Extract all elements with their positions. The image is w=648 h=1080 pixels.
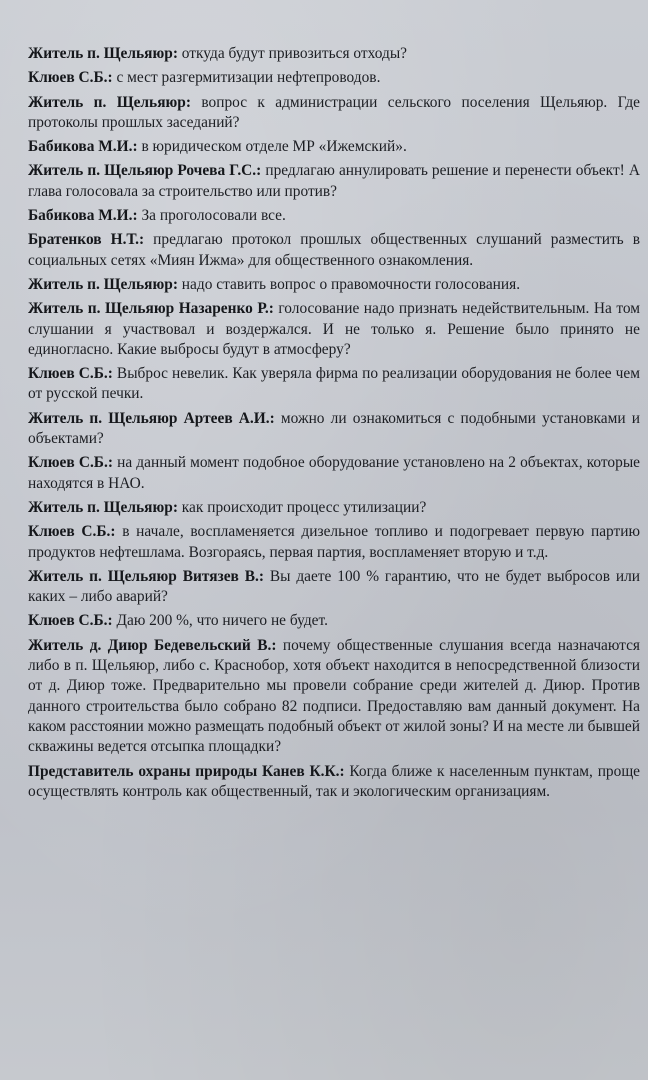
speaker-name: Представитель охраны природы Канев К.К.: <box>28 762 345 780</box>
speaker-name: Клюев С.Б.: <box>28 69 113 87</box>
speech-text: на данный момент подобное оборудование установлено на 2 объектах, которые находятся в НАО. <box>28 454 640 492</box>
transcript-body <box>28 44 640 806</box>
transcript-paragraph <box>28 498 640 518</box>
speaker-name: Бабикова М.И.: <box>28 138 138 156</box>
speech-text: откуда будут привозиться отходы? <box>177 45 408 62</box>
speech-text: можно ли ознакомиться с подобными установками и объектами? <box>28 409 640 448</box>
transcript-paragraph <box>28 275 640 295</box>
speaker-name: Житель п. Щельяюр: <box>28 45 178 62</box>
transcript-paragraph <box>28 137 640 157</box>
transcript-paragraph <box>28 522 640 563</box>
transcript-paragraph <box>28 68 640 88</box>
speaker-name: Житель д. Диюр Бедевельский В.: <box>28 636 277 654</box>
transcript-paragraph <box>28 161 640 202</box>
transcript-paragraph <box>28 93 640 134</box>
speaker-name: Бабикова М.И.: <box>28 207 138 225</box>
speaker-name: Житель п. Щельяюр Артеев А.И.: <box>28 409 275 427</box>
speaker-name: Житель п. Щельяюр: <box>28 93 191 111</box>
speaker-name: Житель п. Щельяюр Витязев В.: <box>28 567 264 585</box>
speech-text: голосование надо признать недействительным. На том слушании я участвовал и воздержался. И не только я. Решение было принято не единогласно. Какие выбросы будут в атмосферу? <box>28 300 641 358</box>
transcript-paragraph <box>28 567 640 608</box>
transcript-paragraph <box>28 453 640 494</box>
speaker-name: Клюев С.Б.: <box>28 523 116 541</box>
speech-text: Выброс невелик. Как уверяла фирма по реализации оборудования не более чем от русской печки. <box>28 365 640 403</box>
speaker-name: Житель п. Щельяюр Назаренко Р.: <box>28 300 274 318</box>
speech-text: предлагаю аннулировать решение и перенести объект! А глава голосовала за строительство или против? <box>28 162 640 200</box>
speaker-name: Клюев С.Б.: <box>28 454 113 472</box>
transcript-paragraph <box>28 206 640 226</box>
transcript-paragraph <box>28 44 640 64</box>
speaker-name: Житель п. Щельяюр: <box>28 498 178 516</box>
speech-text: надо ставить вопрос о правомочности голосования. <box>177 275 521 293</box>
speech-text: Когда ближе к населенным пунктам, проще осуществлять контроль как общественный, так и экологическим организациям. <box>28 762 640 800</box>
speaker-name: Житель п. Щельяюр: <box>28 275 178 293</box>
speech-text: как происходит процесс утилизации? <box>177 498 427 516</box>
transcript-paragraph <box>28 230 640 271</box>
speaker-name: Братенков Н.Т.: <box>28 231 145 249</box>
speaker-name: Клюев С.Б.: <box>28 612 113 630</box>
transcript-paragraph <box>28 611 640 631</box>
speech-text: Даю 200 %, что ничего не будет. <box>112 612 328 630</box>
speech-text: с мест разгермитизации нефтепроводов. <box>112 69 381 87</box>
speaker-name: Клюев С.Б.: <box>28 365 113 383</box>
transcript-paragraph <box>28 762 640 803</box>
speech-text: в начале, воспламеняется дизельное топливо и подогревает первую партию продуктов нефтешлама. Возгораясь, первая партия, воспламеняет вторую и т.д. <box>28 523 641 561</box>
speech-text: в юридическом отделе МР «Ижемский». <box>137 138 407 156</box>
speech-text: Вы даете 100 % гарантию, что не будет выбросов или каких – либо аварий? <box>28 567 640 606</box>
transcript-paragraph <box>28 636 640 758</box>
speech-text: вопрос к администрации сельского поселения Щельяюр. Где протоколы прошлых заседаний? <box>28 93 640 131</box>
transcript-paragraph <box>28 364 640 405</box>
speech-text: За проголосовали все. <box>137 207 286 225</box>
speech-text: предлагаю протокол прошлых общественных слушаний разместить в социальных сетях «Миян Ижма» для общественного ознакомления. <box>28 231 640 269</box>
transcript-paragraph <box>28 409 640 450</box>
speech-text: почему общественные слушания всегда назначаются либо в п. Щельяюр, либо с. Краснобор, хотя объект находится в непосредственной близости от д. Диюр тоже. Предварительно мы провели собрание среди жителей д. Диюр. Против данного строительства было собрано 82 подписи. Предоставляю вам данный документ. На каком расстоянии можно размещать подобный объект от жилой зоны? И на месте ли бывшей скважины ведется отсыпка площадки? <box>28 636 641 756</box>
speaker-name: Житель п. Щельяюр Рочева Г.С.: <box>28 162 262 180</box>
transcript-paragraph <box>28 299 640 360</box>
